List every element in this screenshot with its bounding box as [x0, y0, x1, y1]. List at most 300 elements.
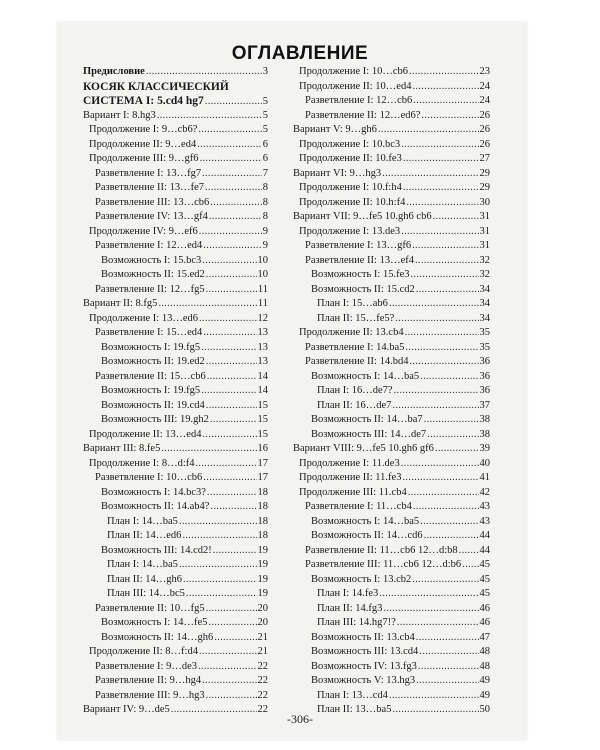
toc-entry[interactable]: [83, 109, 268, 124]
toc-entry-title: Разветвление II: 14.bd4: [305, 356, 409, 367]
toc-entry[interactable]: [293, 631, 490, 646]
toc-entry[interactable]: [83, 674, 268, 689]
toc-entry[interactable]: [293, 457, 490, 472]
toc-entry[interactable]: [83, 283, 268, 298]
toc-entry[interactable]: [83, 80, 268, 95]
toc-entry-page: 31: [479, 225, 490, 237]
toc-entry-title: Предисловие: [83, 66, 145, 77]
dot-leader: [416, 674, 478, 689]
toc-entry[interactable]: [83, 94, 268, 109]
toc-entry[interactable]: [83, 210, 268, 225]
toc-entry[interactable]: [83, 341, 268, 356]
toc-entry-page: 21: [257, 646, 268, 657]
toc-entry[interactable]: [293, 312, 490, 327]
toc-entry[interactable]: [83, 297, 268, 312]
toc-entry-page: 16: [257, 443, 268, 454]
toc-entry-page: 43: [479, 515, 490, 527]
toc-entry-page: 40: [479, 457, 490, 469]
toc-entry[interactable]: [83, 486, 268, 501]
toc-entry[interactable]: [83, 645, 268, 660]
toc-entry-page: 34: [479, 298, 490, 309]
dot-leader: [186, 587, 257, 602]
toc-entry-title: Возможность III: 13.cd4: [311, 646, 419, 657]
toc-entry[interactable]: [293, 689, 490, 704]
dot-leader: [146, 65, 262, 80]
toc-entry[interactable]: [293, 573, 490, 588]
dot-leader: [203, 239, 262, 254]
toc-entry-page: 15: [257, 399, 268, 411]
toc-entry-title: План II: 14…gh6: [107, 573, 183, 585]
toc-entry[interactable]: [83, 558, 268, 573]
toc-entry-page: 31: [479, 240, 490, 251]
toc-entry-page: 47: [479, 631, 490, 643]
toc-entry-page: 8: [262, 182, 268, 193]
toc-entry[interactable]: [293, 283, 490, 298]
toc-entry[interactable]: [83, 123, 268, 138]
toc-entry-title: План I: 16…de7?: [317, 385, 393, 396]
toc-entry-page: 13: [257, 356, 268, 367]
dot-leader: [459, 544, 479, 559]
toc-entry-page: 15: [257, 428, 268, 440]
toc-entry-page: 26: [479, 109, 490, 121]
toc-entry[interactable]: [293, 428, 490, 443]
toc-entry-page: 22: [257, 689, 268, 701]
toc-entry-page: 36: [479, 385, 490, 396]
toc-entry-title: Продолжение III: 9…gf6: [89, 153, 199, 164]
toc-entry-title: Возможность II: 13.cb4: [311, 631, 415, 643]
toc-entry-page: 6: [262, 153, 268, 164]
dot-leader: [206, 602, 257, 617]
toc-entry-page: 45: [479, 588, 490, 599]
toc-entry[interactable]: [293, 152, 490, 167]
dot-leader: [207, 486, 257, 501]
toc-entry[interactable]: [83, 312, 268, 327]
toc-entry-page: 38: [479, 414, 490, 425]
toc-entry[interactable]: [83, 138, 268, 153]
toc-entry-page: 43: [479, 501, 490, 512]
toc-entry[interactable]: [293, 442, 490, 457]
toc-entry[interactable]: [293, 413, 490, 428]
toc-entry-page: 7: [262, 167, 268, 179]
toc-entry[interactable]: [83, 573, 268, 588]
toc-entry-title: Возможность I: 15.bc3: [101, 254, 202, 266]
toc-entry-title: Продолжение II: 10.h:f4: [299, 196, 406, 208]
toc-entry[interactable]: [293, 181, 490, 196]
toc-entry-title: План II: 14.fg3: [317, 602, 383, 614]
toc-entry-title: Возможность II: 15.cd2: [311, 283, 415, 295]
toc-entry-title: Разветвление II: 12…ed6?: [305, 109, 421, 121]
toc-entry-title: План I: 15…ab6: [317, 298, 388, 309]
toc-entry[interactable]: [83, 225, 268, 240]
toc-entry-title: План III: 14.hg7!?: [317, 617, 396, 628]
toc-entry[interactable]: [293, 660, 490, 675]
toc-entry-title: Вариант V: 9…gh6: [293, 124, 377, 135]
toc-entry-page: 36: [479, 370, 490, 382]
dot-leader: [395, 312, 478, 327]
dot-leader: [420, 515, 478, 530]
toc-entry-page: 21: [257, 631, 268, 643]
toc-entry[interactable]: [293, 65, 490, 80]
toc-entry[interactable]: [293, 515, 490, 530]
dot-leader: [406, 196, 478, 211]
toc-entry[interactable]: [293, 486, 490, 501]
toc-entry[interactable]: [83, 544, 268, 559]
toc-entry-page: 48: [479, 660, 490, 672]
dot-leader: [206, 399, 257, 414]
toc-entry-page: 32: [479, 269, 490, 280]
toc-entry-title: Возможность II: 14.ab4?: [101, 501, 210, 512]
toc-entry[interactable]: [293, 268, 490, 283]
toc-entry-page: 15: [257, 414, 268, 425]
toc-entry[interactable]: [83, 254, 268, 269]
toc-entry[interactable]: [83, 631, 268, 646]
toc-entry-title: Продолжение II: 8…f:d4: [89, 646, 198, 657]
toc-entry[interactable]: [83, 500, 268, 515]
dot-leader: [401, 457, 479, 472]
toc-entry[interactable]: [83, 268, 268, 283]
toc-entry-title: Продолжение IV: 9…ef6: [89, 225, 198, 237]
toc-entry[interactable]: [293, 616, 490, 631]
toc-entry-title: Разветвление II: 13…fe7: [95, 182, 204, 193]
toc-entry-page: 34: [479, 283, 490, 295]
toc-entry[interactable]: [83, 152, 268, 167]
dot-leader: [198, 123, 261, 138]
toc-entry[interactable]: [293, 587, 490, 602]
dot-leader: [424, 529, 479, 544]
toc-entry-title: Возможность II: 19.ed2: [101, 356, 205, 367]
toc-entry[interactable]: [83, 384, 268, 399]
dot-leader: [206, 268, 257, 283]
toc-entry[interactable]: [293, 500, 490, 515]
dot-leader: [394, 384, 479, 399]
toc-entry-title: СИСТЕМА I: 5.cd4 hg7: [83, 95, 204, 107]
page-number: -306-: [287, 712, 313, 726]
dot-leader: [416, 283, 479, 298]
toc-entry[interactable]: [293, 558, 490, 573]
toc-entry-title: Продолжение I: 10.bc3: [299, 138, 401, 150]
dot-leader: [411, 268, 479, 283]
toc-entry-title: Разветвление I: 12…cb6: [305, 95, 413, 106]
toc-entry[interactable]: [83, 399, 268, 414]
dot-leader: [197, 138, 262, 153]
dot-leader: [427, 428, 478, 443]
toc-entry[interactable]: [293, 138, 490, 153]
toc-entry[interactable]: [83, 355, 268, 370]
toc-entry-title: Разветвление I: 9…de3: [95, 660, 197, 672]
toc-entry-title: План I: 14…ba5: [107, 559, 178, 570]
toc-entry-page: 18: [257, 501, 268, 512]
dot-leader: [157, 109, 262, 124]
toc-entry-title: Разветвление III: 11…cb6 12…d:b6: [305, 559, 462, 570]
toc-entry[interactable]: [83, 529, 268, 544]
dot-leader: [206, 355, 257, 370]
toc-entry-page: 35: [479, 327, 490, 338]
page-title: ОГЛАВЛЕНИЕ: [231, 43, 369, 64]
toc-entry-page: 49: [479, 689, 490, 701]
toc-entry-page: 46: [479, 602, 490, 614]
dot-leader: [408, 486, 479, 501]
dot-leader: [208, 616, 256, 631]
dot-leader: [418, 660, 479, 675]
dot-leader: [205, 181, 262, 196]
dot-leader: [209, 210, 262, 225]
dot-leader: [202, 167, 262, 182]
toc-entry-title: Продолжение II: 10…ed4: [299, 80, 412, 92]
toc-entry-title: Разветвление I: 13…fg7: [95, 167, 202, 179]
dot-leader: [182, 529, 256, 544]
toc-entry-page: 36: [479, 356, 490, 367]
dot-leader: [402, 471, 478, 486]
toc-entry[interactable]: [293, 355, 490, 370]
toc-entry[interactable]: [83, 239, 268, 254]
toc-entry[interactable]: [293, 80, 490, 95]
toc-entry-title: Разветвление I: 10…cb6: [95, 472, 203, 483]
toc-entry-title: Разветвление II: 9…hg4: [95, 675, 202, 686]
toc-entry-page: 10: [257, 269, 268, 280]
toc-entry[interactable]: [293, 384, 490, 399]
toc-entry-page: 48: [479, 646, 490, 657]
dot-leader: [412, 239, 478, 254]
toc-entry-page: 19: [257, 544, 268, 556]
toc-entry[interactable]: [83, 413, 268, 428]
toc-entry-page: 22: [257, 704, 268, 715]
toc-entry-page: 44: [479, 544, 490, 556]
toc-entry-title: Разветвление II: 10…fg5: [95, 602, 205, 614]
toc-entry[interactable]: [83, 689, 268, 704]
dot-leader: [202, 428, 256, 443]
toc-entry[interactable]: [83, 326, 268, 341]
toc-entry-page: 35: [479, 341, 490, 353]
dot-leader: [416, 631, 479, 646]
toc-entry-page: 49: [479, 675, 490, 686]
toc-entry-title: Продолжение II: 11.fe3: [299, 472, 402, 483]
toc-entry-title: Возможность I: 15.fe3: [311, 269, 410, 280]
toc-entry[interactable]: [293, 123, 490, 138]
dot-leader: [420, 370, 478, 385]
toc-entry-title: Разветвление I: 15…ed4: [95, 327, 203, 338]
toc-entry[interactable]: [293, 529, 490, 544]
toc-entry-title: План I: 14…ba5: [107, 515, 178, 527]
toc-entry-title: Возможность V: 13.hg3: [311, 675, 416, 686]
toc-entry[interactable]: [293, 225, 490, 240]
toc-entry-title: Разветвление I: 14.ba5: [305, 341, 405, 353]
dot-leader: [403, 181, 479, 196]
dot-leader: [405, 341, 478, 356]
toc-entry[interactable]: [293, 94, 490, 109]
toc-entry[interactable]: [83, 428, 268, 443]
toc-entry-page: 26: [479, 138, 490, 150]
toc-entry[interactable]: [83, 196, 268, 211]
dot-leader: [412, 573, 478, 588]
toc-entry[interactable]: [293, 602, 490, 617]
dot-leader: [206, 283, 257, 298]
dot-leader: [158, 297, 256, 312]
toc-entry[interactable]: [83, 587, 268, 602]
toc-entry[interactable]: [293, 254, 490, 269]
toc-entry-title: Продолжение I: 10.f:h4: [299, 182, 402, 193]
toc-entry[interactable]: [293, 674, 490, 689]
dot-leader: [433, 210, 479, 225]
toc-entry-page: 13: [257, 341, 268, 353]
dot-leader: [203, 326, 256, 341]
toc-entry-title: Продолжение I: 10…cb6: [299, 66, 408, 77]
toc-entry-page: 27: [479, 153, 490, 164]
dot-leader: [413, 94, 478, 109]
toc-entry-page: 20: [257, 602, 268, 614]
toc-entry[interactable]: [83, 616, 268, 631]
toc-entry-page: 22: [257, 675, 268, 686]
toc-entry[interactable]: [293, 399, 490, 414]
dot-leader: [198, 660, 257, 675]
toc-entry-title: Вариант VI: 9…hg3: [293, 167, 382, 179]
toc-entry-page: 13: [257, 327, 268, 338]
toc-entry-page: 37: [479, 399, 490, 411]
dot-leader: [199, 312, 257, 327]
toc-entry-title: Вариант III: 8.fe5: [83, 443, 161, 454]
toc-entry-title: Возможность I: 19.fg5: [101, 341, 201, 353]
dot-leader: [183, 573, 256, 588]
toc-entry-title: Продолжение II: 10.fe3: [299, 153, 402, 164]
dot-leader: [210, 196, 262, 211]
toc-entry[interactable]: [83, 457, 268, 472]
toc-entry[interactable]: [293, 210, 490, 225]
dot-leader: [201, 384, 256, 399]
toc-entry-title: Вариант IV: 9…de5: [83, 704, 170, 715]
dot-leader: [201, 341, 256, 356]
toc-entry-page: 19: [257, 573, 268, 585]
toc-entry-page: 44: [479, 530, 490, 541]
toc-entry[interactable]: [83, 602, 268, 617]
toc-entry-page: 17: [257, 457, 268, 469]
toc-entry-title: Продолжение II: 9…ed4: [89, 138, 197, 150]
toc-entry-page: 31: [479, 211, 490, 222]
toc-entry-title: План II: 16…de7: [317, 399, 392, 411]
toc-entry-page: 18: [257, 530, 268, 541]
dot-leader: [409, 65, 479, 80]
toc-entry[interactable]: [83, 65, 268, 80]
toc-entry[interactable]: [293, 239, 490, 254]
toc-entry[interactable]: [83, 471, 268, 486]
toc-entry-page: 23: [479, 66, 490, 77]
toc-entry[interactable]: [293, 341, 490, 356]
toc-entry-title: Вариант I: 8.hg3: [83, 109, 156, 121]
dot-leader: [161, 442, 256, 457]
toc-entry-title: Продолжение II: 13…ed4: [89, 428, 202, 440]
dot-leader: [383, 602, 478, 617]
dot-leader: [403, 152, 479, 167]
toc-entry-page: 5: [262, 109, 268, 121]
dot-leader: [213, 544, 257, 559]
dot-leader: [462, 558, 478, 573]
toc-entry[interactable]: [293, 109, 490, 124]
toc-entry[interactable]: [293, 544, 490, 559]
toc-entry-title: Возможность I: 19.fg5: [101, 385, 201, 396]
toc-entry-page: 19: [257, 559, 268, 570]
toc-entry-title: Разветвление II: 13…ef4: [305, 254, 414, 266]
toc-entry[interactable]: [83, 167, 268, 182]
toc-entry-title: Разветвление I: 12…ed4: [95, 240, 203, 251]
toc-entry-page: 18: [257, 486, 268, 498]
toc-entry-title: Разветвление II: 11…cb6 12…d:b8: [305, 544, 458, 556]
toc-entry-title: Продолжение II: 13.cb4: [299, 327, 404, 338]
toc-entry-page: 45: [479, 573, 490, 585]
toc-entry-page: 9: [262, 225, 268, 237]
dot-leader: [405, 326, 479, 341]
dot-leader: [206, 689, 257, 704]
toc-entry[interactable]: [293, 471, 490, 486]
dot-leader: [382, 167, 478, 182]
toc-entry[interactable]: [293, 645, 490, 660]
dot-leader: [389, 689, 479, 704]
toc-entry-page: 6: [262, 138, 268, 150]
dot-leader: [401, 225, 478, 240]
toc-entry-title: План III: 14…bc5: [107, 588, 185, 599]
dot-leader: [378, 123, 479, 138]
dot-leader: [389, 297, 479, 312]
toc-entry-page: 42: [479, 486, 490, 498]
toc-entry[interactable]: [293, 326, 490, 341]
dot-leader: [199, 225, 262, 240]
dot-leader: [205, 95, 262, 110]
toc-entry-page: 10: [257, 254, 268, 266]
toc-entry-title: План I: 14.fe3: [317, 588, 379, 599]
toc-entry-title: Разветвление I: 11…cb4: [305, 501, 412, 512]
toc-entry-page: 26: [479, 124, 490, 135]
toc-entry[interactable]: [83, 515, 268, 530]
toc-entry[interactable]: [293, 297, 490, 312]
toc-entry[interactable]: [83, 370, 268, 385]
toc-entry-page: 32: [479, 254, 490, 266]
dot-leader: [397, 616, 479, 631]
toc-entry-page: 8: [262, 196, 268, 208]
dot-leader: [195, 457, 256, 472]
toc-entry-title: Возможность II: 14…gh6: [101, 631, 214, 643]
toc-entry-page: 24: [479, 80, 490, 92]
toc-entry[interactable]: [293, 370, 490, 385]
toc-entry-page: 41: [479, 472, 490, 483]
toc-entry-title: План II: 13…ba5: [317, 704, 392, 715]
toc-entry[interactable]: [83, 181, 268, 196]
toc-entry-title: Возможность III: 19.gh2: [101, 414, 209, 425]
toc-entry-title: Вариант VIII: 9…fe5 10.gh6 gf6: [293, 443, 434, 454]
toc-entry-page: 29: [479, 182, 490, 193]
toc-entry[interactable]: [293, 196, 490, 211]
dot-leader: [200, 152, 262, 167]
dot-leader: [179, 515, 257, 530]
toc-entry[interactable]: [83, 660, 268, 675]
toc-entry-page: 20: [257, 617, 268, 628]
toc-entry-title: Продолжение I: 9…cb6?: [89, 124, 198, 135]
toc-entry-title: Возможность II: 14…cd6: [311, 530, 423, 541]
dot-leader: [207, 370, 257, 385]
toc-entry-title: План II: 15…fe5?: [317, 312, 395, 324]
toc-entry-title: Разветвление II: 15…cb6: [95, 370, 206, 382]
dot-leader: [392, 399, 478, 414]
toc-entry-title: Разветвление II: 12…fg5: [95, 283, 205, 295]
toc-entry-page: 8: [262, 211, 268, 222]
toc-entry-page: 11: [257, 298, 268, 309]
toc-entry-title: План II: 14…ed6: [107, 530, 182, 541]
toc-entry[interactable]: [293, 167, 490, 182]
toc-entry-title: Возможность I: 14…ba5: [311, 515, 420, 527]
toc-entry-title: Продолжение I: 11.de3: [299, 457, 400, 469]
toc-entry-title: Возможность III: 14.cd2!: [101, 544, 212, 556]
toc-entry-title: Продолжение III: 11.cb4: [299, 486, 407, 498]
dot-leader: [413, 500, 479, 515]
toc-entry[interactable]: [83, 442, 268, 457]
dot-leader: [424, 413, 479, 428]
toc-entry-title: Разветвление III: 13…cb6: [95, 196, 210, 208]
